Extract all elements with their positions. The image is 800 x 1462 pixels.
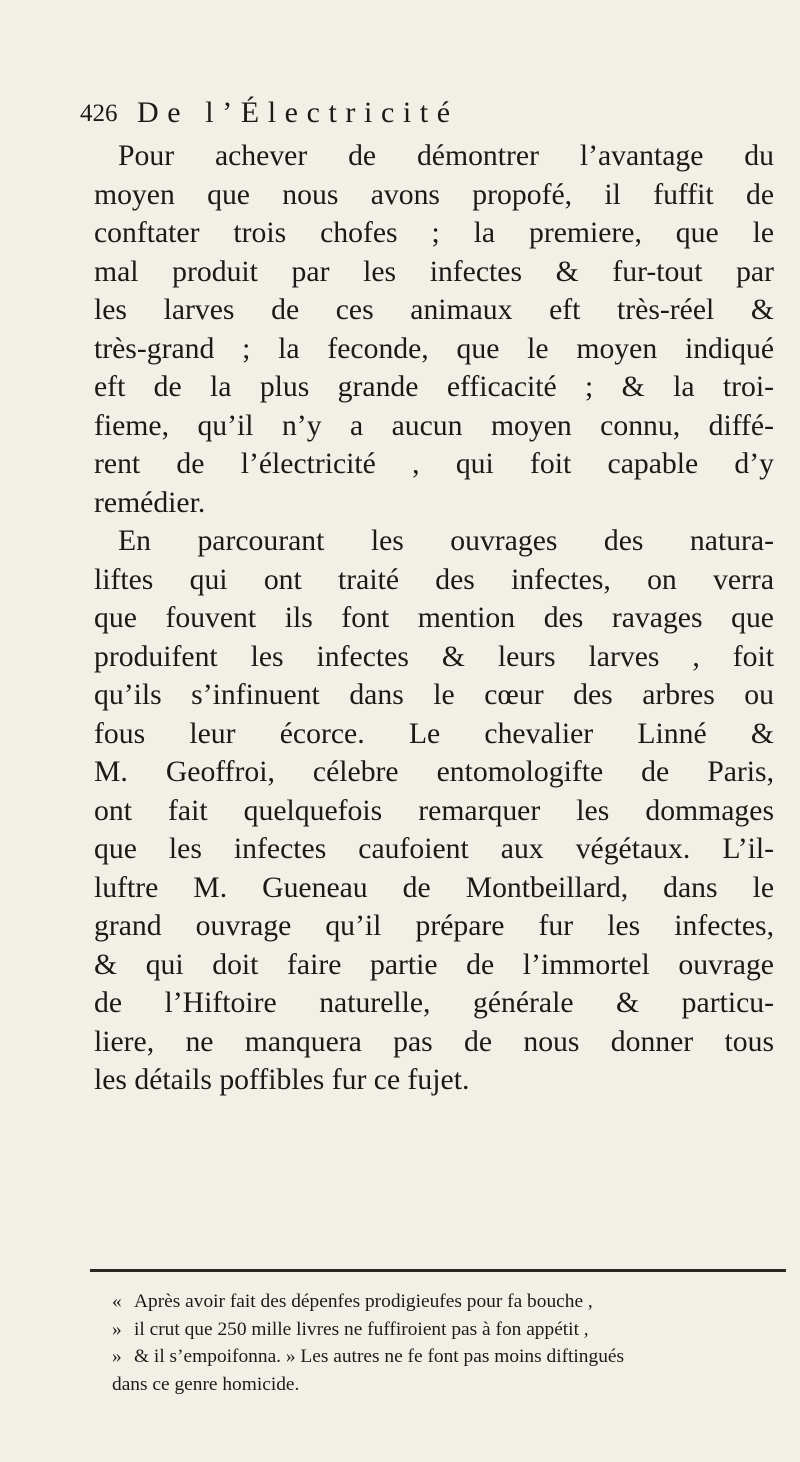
text-line: En parcourant les ouvrages des natura-	[118, 525, 774, 557]
text-line: ont fait quelquefois remarquer les dommages	[94, 794, 774, 827]
text-line: que fouvent ils font mention des ravages que	[94, 602, 774, 634]
text-line: les larves de ces animaux eft très-réel &	[94, 294, 774, 326]
footnote	[112, 1288, 792, 1398]
text-line: M. Geoffroi, célebre entomologifte de Paris,	[94, 756, 774, 788]
text-line: remédier.	[94, 486, 206, 519]
footnote-rule	[90, 1269, 786, 1272]
footnote-text: & il s’empoifonna. » Les autres ne fe font pas moins diftingués	[134, 1346, 625, 1367]
text-line: & qui doit faire partie de l’immortel ouvrage	[94, 948, 774, 981]
text-line: de l’Hiftoire naturelle, générale & particu-	[94, 987, 774, 1019]
text-line: produifent les infectes & leurs larves , foit	[94, 640, 774, 673]
text-line: que les infectes caufoient aux végétaux. L’il-	[94, 833, 774, 865]
text-line: Pour achever de démontrer l’avantage du	[118, 140, 774, 172]
quote-mark: «	[112, 1291, 122, 1312]
footnote-line	[112, 1371, 792, 1399]
quote-mark: »	[112, 1318, 122, 1340]
running-head: De l’Électricité	[137, 96, 459, 129]
text-line: rent de l’électricité , qui foit capable d’y	[94, 448, 774, 480]
text-line: mal produit par les infectes & fur-tout par	[94, 255, 774, 288]
footnote-text: dans ce genre homicide.	[112, 1373, 300, 1395]
text-line: conftater trois chofes ; la premiere, que le	[94, 217, 774, 249]
text-line: eft de la plus grande efficacité ; & la troi-	[94, 371, 774, 403]
footnote-line	[112, 1288, 792, 1316]
quote-mark: »	[112, 1346, 122, 1367]
text-line: fous leur écorce. Le chevalier Linné &	[94, 717, 774, 750]
footnote-line	[112, 1316, 792, 1344]
page-number: 426	[80, 100, 118, 127]
footnote-line	[112, 1343, 792, 1371]
text-line: fieme, qu’il n’y a aucun moyen connu, diffé-	[94, 409, 774, 442]
text-line: luftre M. Gueneau de Montbeillard, dans le	[94, 871, 774, 904]
text-line: très-grand ; la feconde, que le moyen indiqué	[94, 332, 774, 365]
page-header	[80, 96, 800, 132]
footnote-text: il crut que 250 mille livres ne fuffiroient pas à fon appétit ,	[134, 1318, 589, 1340]
text-line: liftes qui ont traité des infectes, on verra	[94, 563, 774, 596]
text-line: les détails poffibles fur ce fujet.	[94, 1064, 470, 1096]
text-line: grand ouvrage qu’il prépare fur les infectes,	[94, 910, 774, 942]
text-line: qu’ils s’infinuent dans le cœur des arbres ou	[94, 679, 774, 711]
text-line: moyen que nous avons propofé, il fuffit de	[94, 178, 774, 211]
body-text	[94, 137, 774, 1100]
text-line: liere, ne manquera pas de nous donner tous	[94, 1025, 774, 1058]
footnote-text: Après avoir fait des dépenfes prodigieufes pour fa bouche ,	[134, 1291, 593, 1312]
